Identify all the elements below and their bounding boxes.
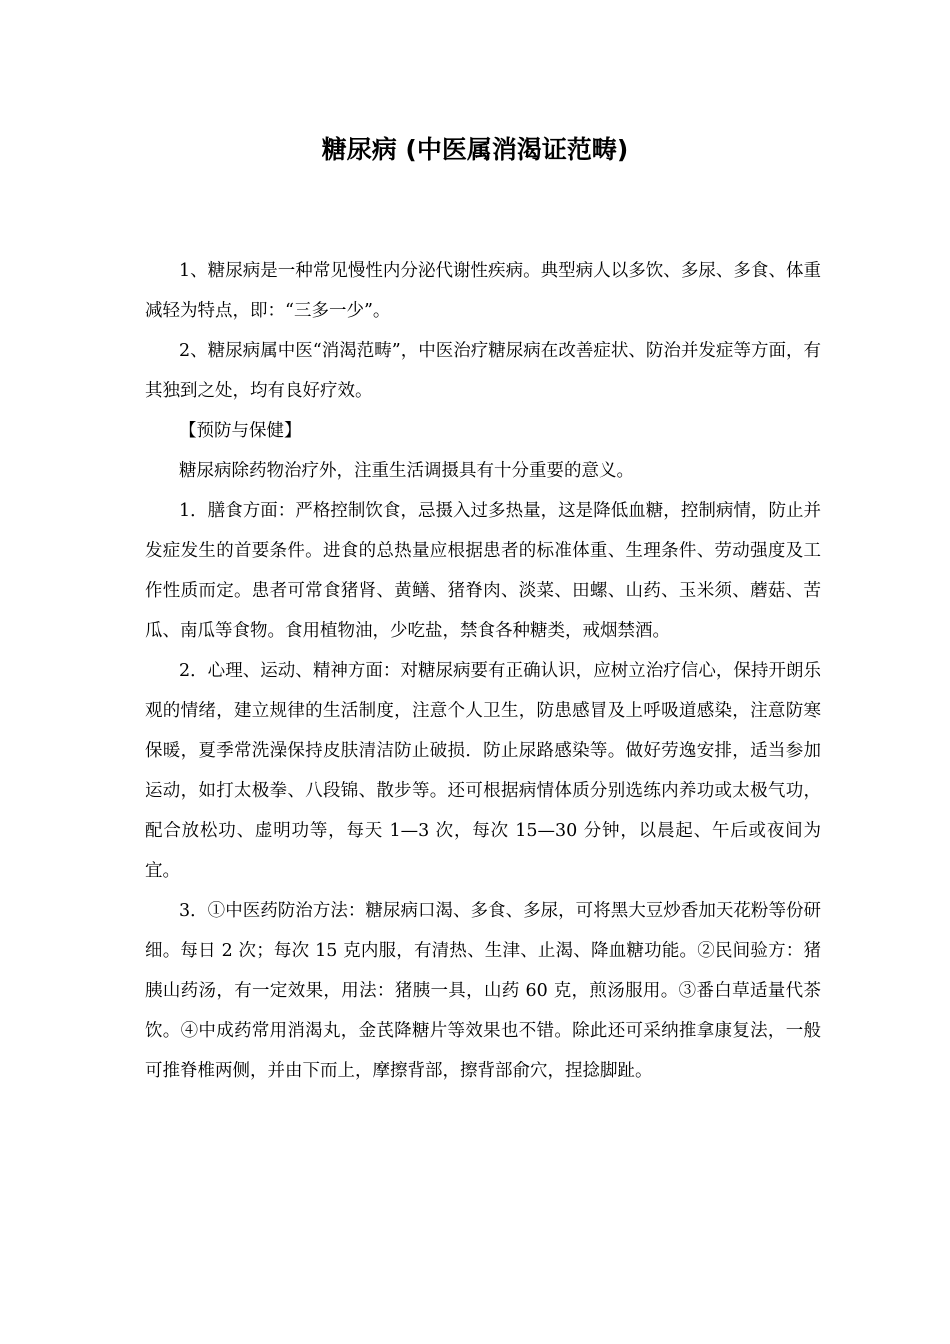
section-heading-prevention: 【预防与保健】 [179, 421, 302, 441]
document-body [145, 251, 821, 1091]
document-title: 糖尿病 (中医属消渴证范畴) [321, 135, 629, 164]
paragraph-intro-1: 1、糖尿病是一种常见慢性内分泌代谢性疾病。典型病人以多饮、多尿、多食、体重减轻为特点，即：“三多一少”。 [145, 261, 821, 321]
paragraph-diet: 1．膳食方面：严格控制饮食，忌摄入过多热量，这是降低血糖，控制病情，防止并发症发生的首要条件。进食的总热量应根据患者的标准体重、生理条件、劳动强度及工作性质而定。患者可常食猪肾、黄鳝、猪脊肉、淡菜、田螺、山药、玉米须、蘑菇、苦瓜、南瓜等食物。食用植物油，少吃盐，禁食各种糖类，戒烟禁酒。 [145, 501, 821, 641]
paragraph-prevention-intro: 糖尿病除药物治疗外，注重生活调摄具有十分重要的意义。 [179, 461, 634, 481]
paragraph-lifestyle: 2．心理、运动、精神方面：对糖尿病要有正确认识，应树立治疗信心，保持开朗乐观的情绪，建立规律的生活制度，注意个人卫生，防患感冒及上呼吸道感染，注意防寒保暖，夏季常洗澡保持皮肤清洁防止破损．防止尿路感染等。做好劳逸安排，适当参加运动，如打太极拳、八段锦、散步等。还可根据病情体质分别选练内养功或太极气功，配合放松功、虚明功等，每天 1—3 次，每次 15—30 分钟，以晨起、午后或夜间为宜。 [145, 661, 821, 881]
paragraph-intro-2: 2、糖尿病属中医“消渴范畴”，中医治疗糖尿病在改善症状、防治并发症等方面，有其独到之处，均有良好疗效。 [145, 341, 821, 401]
paragraph-tcm-remedies: 3．①中医药防治方法：糖尿病口渴、多食、多尿，可将黑大豆炒香加天花粉等份研细。每日 2 次；每次 15 克内服，有清热、生津、止渴、降血糖功能。②民间验方：猪胰山药汤，有一定效果，用法：猪胰一具，山药 60 克，煎汤服用。③番白草适量代茶饮。④中成药常用消渴丸，金芪降糖片等效果也不错。除此还可采纳推拿康复法，一般可推脊椎两侧，并由下而上，摩擦背部，擦背部俞穴，捏捻脚趾。 [145, 901, 821, 1081]
